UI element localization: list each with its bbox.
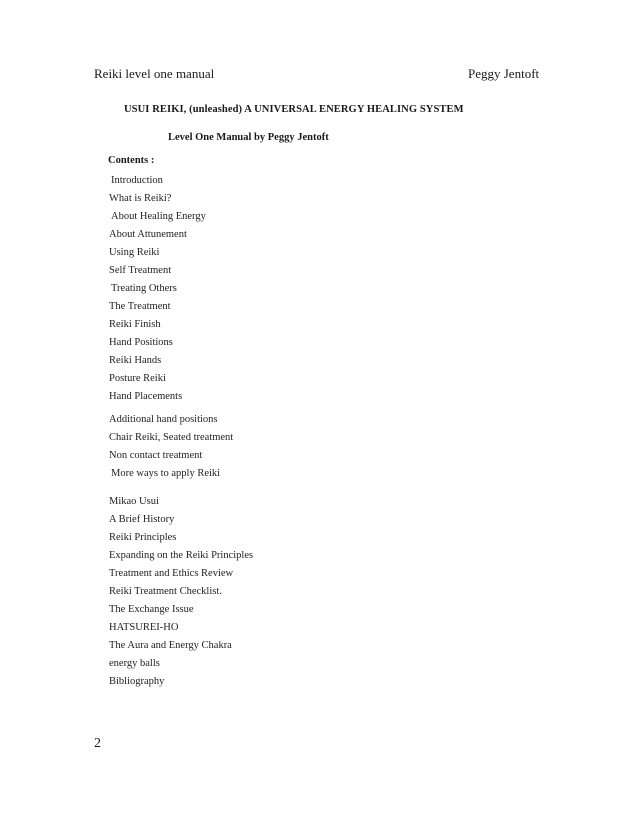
toc-item: Reiki Finish (109, 319, 161, 330)
toc-item: Treating Others (111, 283, 177, 294)
toc-item: Mikao Usui (109, 496, 159, 507)
toc-item: Self Treatment (109, 265, 172, 276)
toc-item: The Aura and Energy Chakra (109, 640, 232, 651)
toc-item: Bibliography (109, 676, 165, 687)
toc-item: HATSUREI-HO (109, 622, 179, 633)
toc-item: Hand Placements (109, 391, 183, 402)
header-title: Reiki level one manual (94, 66, 215, 81)
toc-item: Using Reiki (109, 247, 160, 258)
toc-item: A Brief History (109, 514, 175, 525)
toc-item: Introduction (111, 175, 163, 186)
toc-item: About Attunement (109, 229, 187, 240)
toc-item: The Exchange Issue (109, 604, 194, 615)
toc-item: Posture Reiki (109, 373, 166, 384)
toc-item: Expanding on the Reiki Principles (109, 550, 254, 561)
toc-item: The Treatment (109, 301, 171, 312)
toc-item: Reiki Principles (109, 532, 177, 543)
contents-heading: Contents : (108, 155, 155, 166)
toc-item: Additional hand positions (109, 414, 218, 425)
document-title: USUI REIKI, (unleashed) A UNIVERSAL ENERGY HEALING SYSTEM (124, 104, 464, 115)
toc-item: Non contact treatment (109, 450, 203, 461)
toc-item: Chair Reiki, Seated treatment (109, 432, 234, 443)
toc-item: Treatment and Ethics Review (109, 568, 234, 579)
toc-item: Hand Positions (109, 337, 173, 348)
toc-item: Reiki Treatment Checklist. (109, 586, 222, 597)
toc-item: What is Reiki? (109, 193, 172, 204)
toc-item: More ways to apply Reiki (111, 468, 221, 479)
document-subtitle: Level One Manual by Peggy Jentoft (168, 132, 329, 143)
toc-item: Reiki Hands (109, 355, 162, 366)
header-author: Peggy Jentoft (468, 66, 540, 81)
toc-item: energy balls (109, 658, 160, 669)
page-number: 2 (94, 736, 101, 751)
toc-item: About Healing Energy (111, 211, 206, 222)
